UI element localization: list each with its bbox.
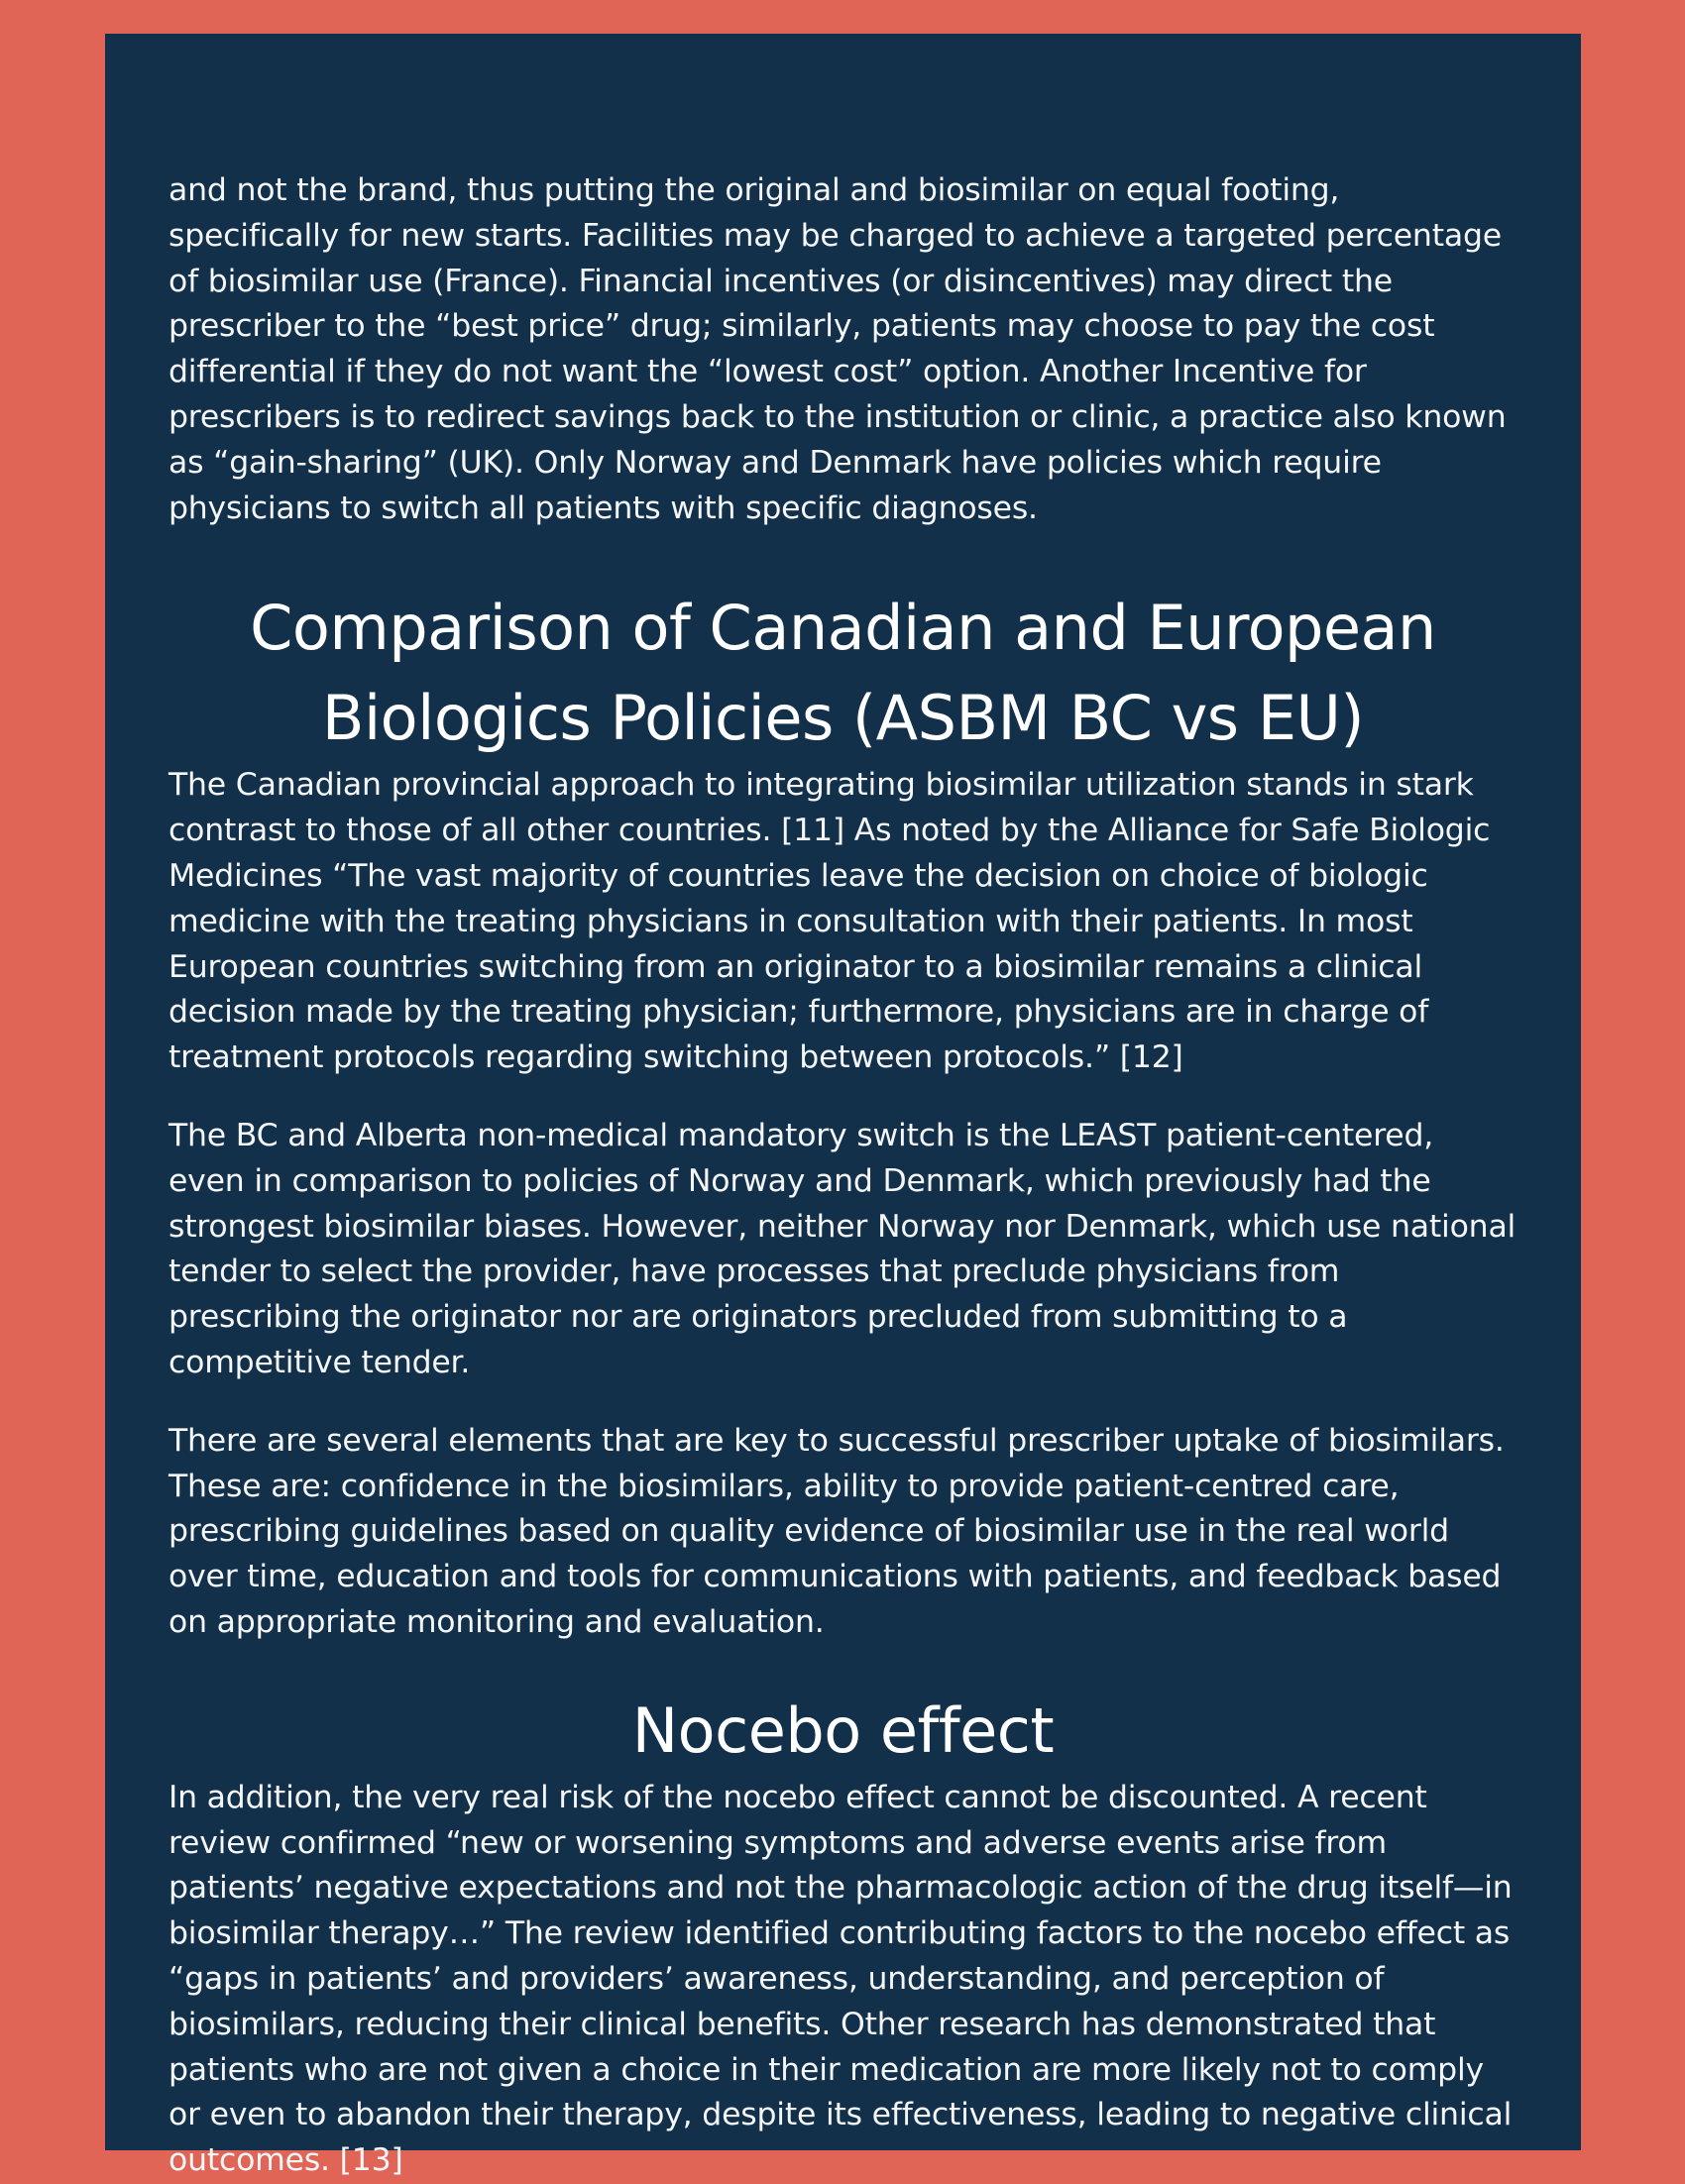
comparison-paragraph-2: The BC and Alberta non-medical mandatory switch is the LEAST patient-centered, even in comparison to policies of Norway and Denmark, which previously had the strongest biosimilar biases. However, neither Norway nor Denmark, which use national tender to select the provider, have processes that preclude physicians from prescribing the originator nor are originators precluded from submitting to a competitive tender.: [168, 1117, 1516, 1380]
content-panel: [105, 34, 1581, 2179]
comparison-heading: [168, 583, 1517, 763]
nocebo-paragraph: In addition, the very real risk of the nocebo effect cannot be discounted. A recent review confirmed “new or worsening symptoms and adverse events arise from patients’ negative expectations and not the pharmacologic action of the drug itself—in biosimilar therapy…” The review identified contributing factors to the nocebo effect as “gaps in patients’ and providers’ awareness, understanding, and perception of biosimilars, reducing their clinical benefits. Other research has demonstrated that patients who are not given a choice in their medication are more likely not to comply or even to abandon their therapy, despite its effectiveness, leading to negative clinical outcomes. [13]: [168, 1779, 1513, 2179]
comparison-paragraph-1: The Canadian provincial approach to integrating biosimilar utilization stands in stark contrast to those of all other countries. [11] As noted by the Alliance for Safe Biologic Medicines “The vast majority of countries leave the decision on choice of biologic medicine with the treating physicians in consultation with their patients. In most European countries switching from an originator to a biosimilar remains a clinical decision made by the treating physician; furthermore, physicians are in charge of treatment protocols regarding switching between protocols.” [12]: [168, 767, 1491, 1076]
intro-paragraph: and not the brand, thus putting the original and biosimilar on equal footing, specifically for new starts. Facilities may be charged to achieve a targeted percentage of biosimilar use (France). Financial incentives (or disincentives) may direct the prescriber to the “best price” drug; similarly, patients may choose to pay the cost differential if they do not want the “lowest cost” option. Another Incentive for prescribers is to redirect savings back to the institution or clinic, a practice also known as “gain-sharing” (UK). Only Norway and Denmark have policies which require physicians to switch all patients with specific diagnoses.: [168, 172, 1507, 526]
comparison-heading-line2: Biologics Policies (ASBM BC vs EU): [321, 682, 1365, 755]
comparison-heading-line1: Comparison of Canadian and European: [250, 592, 1436, 665]
nocebo-heading: Nocebo effect: [631, 1693, 1055, 1767]
comparison-paragraph-3: There are several elements that are key to successful prescriber uptake of biosimilars. These are: confidence in the biosimilars, ability to provide patient-centred care, prescribing guidelines based on quality evidence of biosimilar use in the real world over time, education and tools for communications with patients, and feedback based on appropriate monitoring and evaluation.: [168, 1422, 1505, 1640]
